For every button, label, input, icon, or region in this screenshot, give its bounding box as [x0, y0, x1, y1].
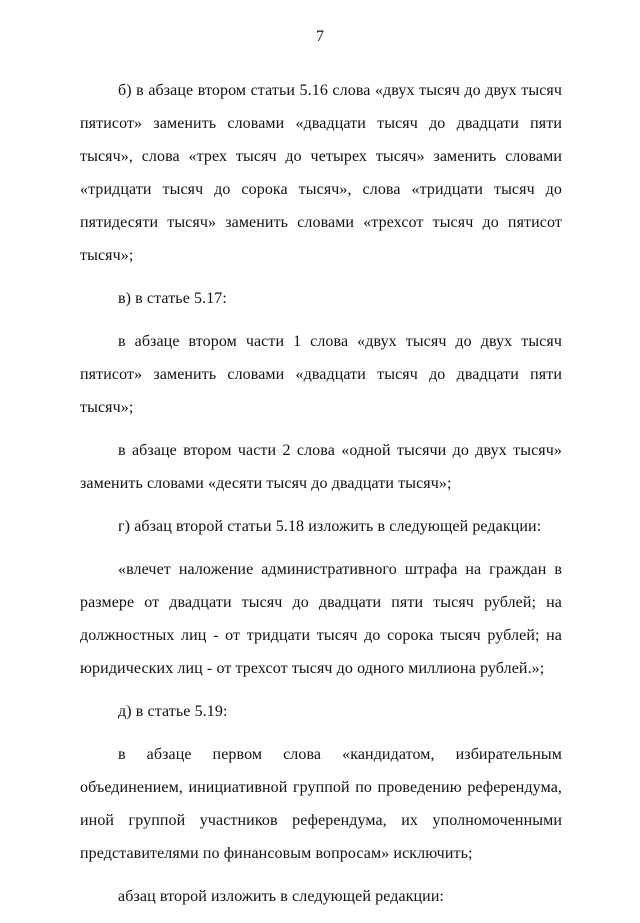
paragraph-article-5-19-heading: д) в статье 5.19: [118, 703, 228, 720]
paragraph-article-5-17-part-2: в абзаце втором части 2 слова «одной тысячи до двух тысяч» заменить словами «десяти тысяч до двадцати тысяч»; [80, 442, 562, 492]
paragraph-article-5-19-first: в абзаце первом слова «кандидатом, избирательным объединением, инициативной группой по проведению референдума, иной группой участников референдума, их уполномоченными представителями по финансовым вопросам» исключить; [80, 746, 562, 862]
page-number: 7 [316, 28, 324, 45]
paragraph-article-5-18-new-text: «влечет наложение административного штрафа на граждан в размере от двадцати тысяч до двадцати пяти тысяч рублей; на должностных лиц - от тридцати тысяч до сорока тысяч рублей; на юридических лиц - от трехсот тысяч до одного миллиона рублей.»; [80, 561, 562, 677]
paragraph-article-5-17-heading: в) в статье 5.17: [118, 290, 227, 307]
paragraph-article-5-19-second: абзац второй изложить в следующей редакции: [118, 888, 445, 905]
paragraph-article-5-17-part-1: в абзаце втором части 1 слова «двух тысяч до двух тысяч пятисот» заменить словами «двадцати тысяч до двадцати пяти тысяч»; [80, 333, 562, 416]
paragraph-article-5-16: б) в абзаце втором статьи 5.16 слова «двух тысяч до двух тысяч пятисот» заменить словами «двадцати тысяч до двадцати пяти тысяч», слова «трех тысяч до четырех тысяч» заменить словами «тридцати тысяч до сорока тысяч», слова «тридцати тысяч до пятидесяти тысяч» заменить словами «трехсот тысяч до пятисот тысяч»; [80, 82, 562, 264]
document-body [80, 74, 562, 923]
paragraph-article-5-18-heading: г) абзац второй статьи 5.18 изложить в следующей редакции: [118, 518, 542, 535]
